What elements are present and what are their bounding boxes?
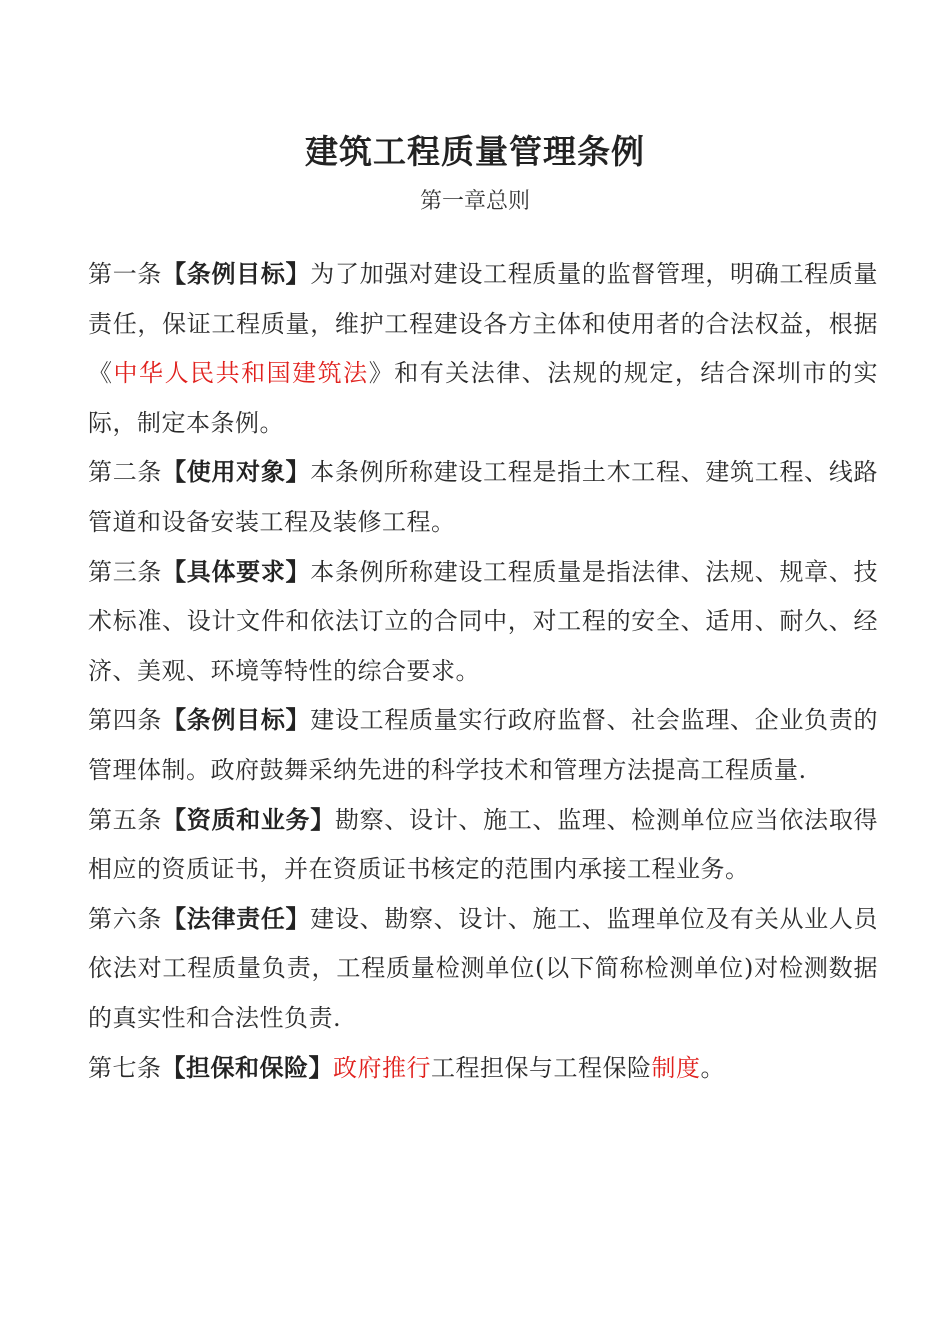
article-number: 第一条 bbox=[88, 260, 163, 288]
article-text: 勘察、设计、施工、监理、检测单位应当依法取得相应的资质证书，并在资质证书核定的范围内承接工程业务。 bbox=[88, 805, 879, 884]
article-1 bbox=[88, 250, 878, 448]
article-7 bbox=[88, 1044, 878, 1094]
law-reference: 中华人民共和国建筑法 bbox=[113, 359, 369, 388]
article-number: 第七条 bbox=[88, 1053, 162, 1082]
article-4 bbox=[88, 696, 878, 795]
article-number: 第六条 bbox=[88, 904, 163, 933]
article-heading: 【条例目标】 bbox=[162, 706, 311, 735]
article-text: 》和有关法律、法规的规定，结合深圳市的实际，制定本条例。 bbox=[88, 359, 879, 437]
article-text: 为了加强对建设工程质量的监督管理，明确工程质量责任，保证工程质量，维护工程建设各方主体和使用者的合法权益，根据《 bbox=[88, 260, 879, 388]
article-text: 本条例所称建设工程是指土木工程、建筑工程、线路管道和设备安装工程及装修工程。 bbox=[88, 458, 879, 536]
article-heading: 【具体要求】 bbox=[162, 557, 311, 586]
article-text: 建设、勘察、设计、施工、监理单位及有关从业人员依法对工程质量负责，工程质量检测单位(以下简称检测单位)对检测数据的真实性和合法性负责. bbox=[88, 904, 879, 1032]
highlighted-text: 政府推行 bbox=[333, 1053, 431, 1082]
article-heading: 【担保和保险】 bbox=[161, 1053, 333, 1082]
article-text: 建设工程质量实行政府监督、社会监理、企业负责的管理体制。政府鼓舞采纳先进的科学技术和管理方法提高工程质量. bbox=[88, 706, 879, 784]
article-text: 工程担保与工程保险 bbox=[431, 1053, 652, 1082]
article-text: 。 bbox=[700, 1053, 725, 1082]
article-number: 第二条 bbox=[88, 458, 163, 487]
article-heading: 【条例目标】 bbox=[162, 260, 311, 288]
article-6 bbox=[88, 895, 878, 1044]
article-2 bbox=[88, 448, 878, 547]
article-heading: 【法律责任】 bbox=[162, 904, 311, 933]
articles-section bbox=[88, 250, 878, 1093]
article-heading: 【资质和业务】 bbox=[162, 805, 335, 834]
article-3 bbox=[88, 548, 878, 697]
chapter-heading: 第一章总则 bbox=[419, 189, 530, 214]
article-heading: 【使用对象】 bbox=[162, 458, 311, 487]
article-text: 本条例所称建设工程质量是指法律、法规、规章、技术标准、设计文件和依法订立的合同中，对工程的安全、适用、耐久、经济、美观、环境等特性的综合要求。 bbox=[88, 557, 879, 685]
document-title: 建筑工程质量管理条例 bbox=[305, 132, 645, 171]
article-number: 第三条 bbox=[88, 557, 163, 586]
highlighted-text: 制度 bbox=[651, 1053, 701, 1082]
article-number: 第五条 bbox=[88, 805, 163, 834]
article-5 bbox=[88, 796, 878, 895]
article-number: 第四条 bbox=[88, 706, 163, 735]
